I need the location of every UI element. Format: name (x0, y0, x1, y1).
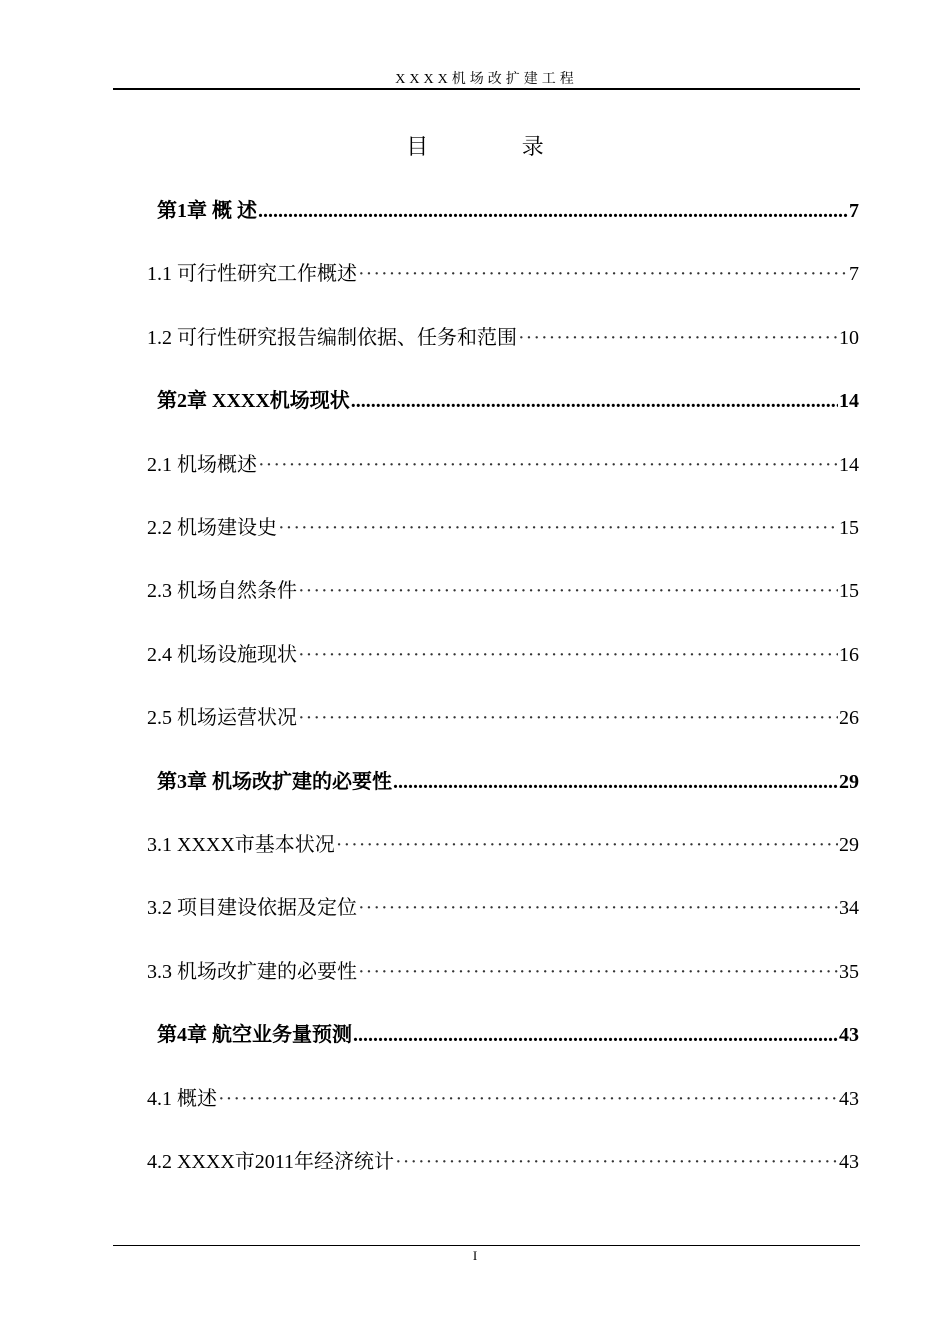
toc-dot-leader (298, 703, 838, 733)
toc-section-entry[interactable] (147, 576, 859, 606)
toc-entry-page: 14 (839, 390, 859, 413)
toc-entry-label: 第3章 机场改扩建的必要性 (157, 770, 392, 793)
toc-entry-label: 4.1 概述 (147, 1087, 217, 1110)
toc-entry-label: 2.2 机场建设史 (147, 517, 277, 539)
toc-entry-label: 3.3 机场改扩建的必要性 (147, 960, 357, 983)
toc-entry-label: 第4章 航空业务量预测 (157, 1024, 352, 1047)
toc-entry-page: 35 (839, 960, 859, 983)
toc-dot-leader (358, 259, 848, 289)
toc-section-entry[interactable] (147, 323, 859, 353)
toc-entry-page: 43 (839, 1087, 859, 1110)
toc-entry-label: 2.4 机场设施现状 (147, 643, 297, 666)
toc-dot-leader (336, 830, 838, 860)
toc-entry-label: 2.3 机场自然条件 (147, 580, 297, 603)
toc-section-entry[interactable] (147, 830, 859, 860)
toc-section-entry[interactable] (147, 1147, 859, 1177)
toc-entry-page: 14 (839, 453, 859, 476)
toc-dot-leader (258, 196, 848, 226)
toc-entry-label: 第1章 概 述 (157, 200, 257, 222)
toc-entry-label: 1.1 可行性研究工作概述 (147, 263, 357, 286)
toc-section-entry[interactable] (147, 640, 859, 670)
toc-entry-page: 43 (839, 1151, 859, 1173)
toc-dot-leader (395, 1147, 838, 1177)
toc-section-entry[interactable] (147, 513, 859, 543)
toc-dot-leader (358, 893, 838, 923)
toc-title: 目 录 (406, 134, 588, 159)
footer-divider (113, 1245, 860, 1246)
toc-entry-page: 29 (839, 834, 859, 856)
toc-entry-page: 7 (849, 200, 859, 222)
running-header: XXXX机场改扩建工程 (395, 72, 578, 87)
toc-dot-leader (298, 640, 838, 670)
toc-entry-page: 16 (839, 643, 859, 666)
toc-entry-label: 4.2 XXXX市2011年经济统计 (147, 1151, 395, 1173)
toc-section-entry[interactable] (147, 259, 859, 289)
toc-entry-label: 3.2 项目建设依据及定位 (147, 897, 357, 920)
toc-entry-page: 15 (839, 517, 859, 539)
toc-section-entry[interactable] (147, 703, 859, 733)
toc-chapter-entry[interactable] (157, 767, 859, 797)
toc-entry-label: 1.2 可行性研究报告编制依据、任务和范围 (147, 326, 517, 349)
toc-entry-page: 34 (839, 897, 859, 920)
toc-section-entry[interactable] (147, 893, 859, 923)
toc-dot-leader (358, 957, 838, 987)
toc-entry-label: 2.5 机场运营状况 (147, 707, 297, 730)
toc-section-entry[interactable] (147, 1084, 859, 1114)
toc-dot-leader (393, 767, 838, 797)
toc-dot-leader (298, 576, 838, 606)
toc-dot-leader (218, 1084, 838, 1114)
toc-section-entry[interactable] (147, 450, 859, 480)
toc-dot-leader (518, 323, 838, 353)
toc-entry-page: 7 (849, 263, 859, 286)
toc-dot-leader (353, 1020, 838, 1050)
toc-dot-leader (351, 386, 838, 416)
toc-entry-label: 2.1 机场概述 (147, 453, 257, 476)
toc-chapter-entry[interactable] (157, 1020, 859, 1050)
page-number: I (472, 1248, 478, 1263)
toc-dot-leader (258, 450, 838, 480)
toc-entry-label: 第2章 XXXX机场现状 (157, 390, 350, 413)
toc-dot-leader (278, 513, 838, 543)
toc-entry-label: 3.1 XXXX市基本状况 (147, 834, 335, 856)
toc-chapter-entry[interactable] (157, 196, 859, 226)
toc-entry-page: 29 (839, 770, 859, 793)
toc-entry-page: 26 (839, 707, 859, 730)
toc-entry-page: 43 (839, 1024, 859, 1047)
toc-entry-page: 15 (839, 580, 859, 603)
toc-section-entry[interactable] (147, 957, 859, 987)
toc-entry-page: 10 (839, 326, 859, 349)
toc-chapter-entry[interactable] (157, 386, 859, 416)
